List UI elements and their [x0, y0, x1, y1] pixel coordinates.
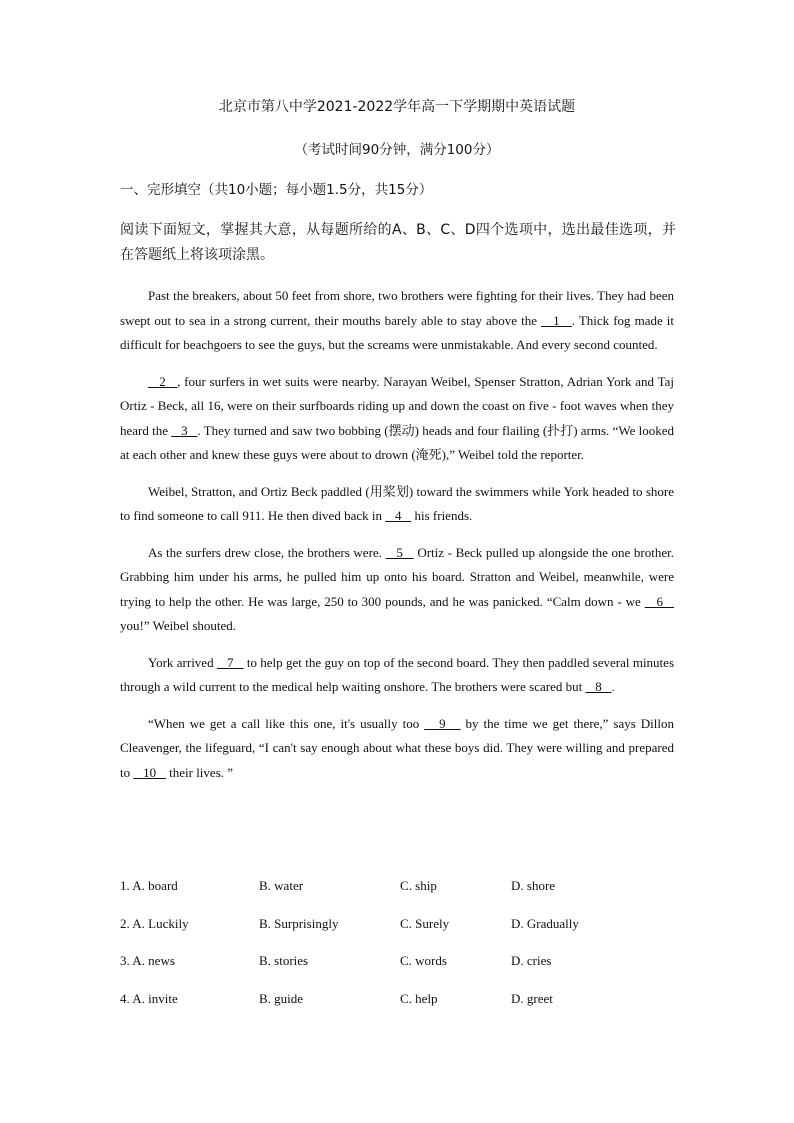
text: . Thick fog made it difficult for beachgoers to see the guys, but the screams were unmistakable. And every second counted.: [120, 312, 674, 352]
paragraph-3: [120, 480, 674, 529]
text: . They turned and saw two bobbing (摆动) heads and four flailing (扑打) arms. “We looked at each other and knew these guys were about to drown (淹死),” Weibel told the reporter.: [120, 422, 674, 462]
paragraph-1: [120, 284, 674, 358]
paragraph-4: [120, 541, 674, 639]
answer-options: [120, 878, 680, 1028]
blank-7: 7: [216, 654, 244, 670]
text: his friends.: [411, 508, 473, 523]
text: As the surfers drew close, the brothers were.: [148, 544, 386, 560]
option-b: B. Surprisingly: [259, 915, 339, 931]
text: , four surfers in wet suits were nearby. Narayan Weibel, Spenser Stratton, Adrian York and Taj Ortiz - Beck, all 16, were on their surfboards riding up and down the coast on five - foot waves when they heard the: [120, 373, 674, 438]
text: you!” Weibel shouted.: [120, 618, 237, 633]
option-d: D. shore: [511, 878, 556, 893]
exam-title: 北京市第八中学2021-2022学年高一下学期期中英语试题: [218, 99, 576, 115]
text: Weibel, Stratton, and Ortiz Beck paddled (用桨划) toward the swimmers while York headed to shore to find someone to call 911. He then dived back in: [120, 483, 674, 523]
question-row-1: [120, 878, 680, 916]
paragraph-5: [120, 651, 674, 700]
question-row-3: [120, 953, 680, 991]
paragraph-6: [120, 712, 674, 786]
option-c: C. words: [400, 953, 447, 968]
text: Past the breakers, about 50 feet from shore, two brothers were fighting for their lives. They had been swept out to sea in a strong current, their mouths barely able to stay above the: [120, 288, 674, 328]
section-instruction: 阅读下面短文，掌握其大意，从每题所给的A、B、C、D四个选项中，选出最佳选项，并在答题纸上将该项涂黑。: [120, 222, 676, 263]
text: to help get the guy on top of the second board. They then paddled several minutes through a wild current to the medical help waiting onshore. The brothers were scared but: [120, 654, 674, 694]
blank-10: 10: [133, 764, 166, 780]
option-a: 3. A. news: [120, 953, 175, 968]
blank-8: 8: [585, 679, 612, 694]
option-a: 1. A. board: [120, 878, 178, 893]
option-a: 4. A. invite: [120, 990, 178, 1006]
question-row-4: [120, 991, 680, 1029]
blank-6: 6: [644, 593, 674, 609]
option-c: C. ship: [400, 878, 437, 893]
text: by the time we get there,” says Dillon Cleavenger, the lifeguard, “I can't say enough about what these boys did. They were willing and prepared to: [120, 715, 675, 780]
paragraph-2: [120, 370, 674, 468]
text: their lives. ”: [165, 764, 234, 780]
blank-9: 9: [424, 715, 461, 731]
text: .: [611, 679, 615, 694]
option-d: D. greet: [511, 990, 553, 1006]
option-b: B. stories: [259, 953, 309, 968]
option-a: 2. A. Luckily: [120, 915, 189, 931]
blank-2: 2: [148, 373, 178, 389]
option-d: D. cries: [511, 953, 552, 968]
blank-5: 5: [385, 544, 414, 560]
option-d: D. Gradually: [511, 915, 579, 931]
exam-subtitle: （考试时间90分钟，满分100分）: [294, 142, 500, 158]
option-c: C. help: [400, 990, 438, 1006]
text: York arrived: [148, 654, 217, 670]
cloze-passage: [120, 284, 674, 797]
option-c: C. Surely: [400, 915, 450, 931]
text: “When we get a call like this one, it's usually too: [148, 715, 425, 731]
option-b: B. guide: [259, 990, 304, 1006]
blank-4: 4: [385, 508, 412, 523]
option-b: B. water: [259, 878, 304, 893]
blank-1: 1: [541, 312, 572, 328]
section-heading: 一、完形填空（共10小题；每小题1.5分，共15分）: [120, 182, 433, 198]
text: Ortiz - Beck pulled up alongside the one brother. Grabbing him under his arms, he pulled him up onto his board. Stratton and Weibel, meanwhile, were trying to help the other. He was large, 250 to 300 pounds, and he was panicked. “Calm down - we: [120, 544, 674, 609]
question-row-2: [120, 916, 680, 954]
blank-3: 3: [171, 422, 198, 438]
